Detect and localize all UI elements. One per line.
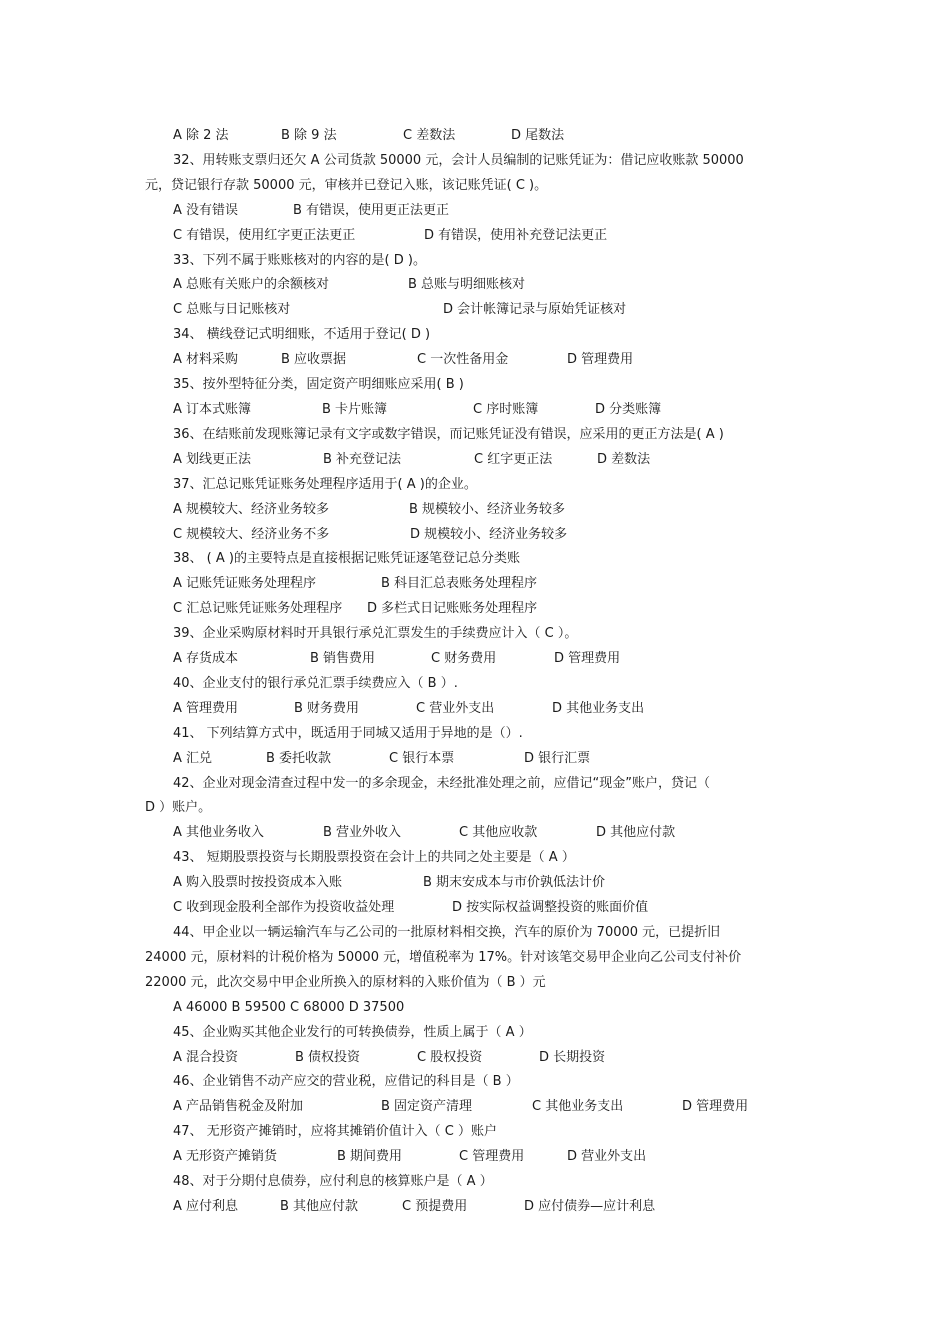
answer-option: B 委托收款	[266, 750, 332, 766]
answer-option: A 其他业务收入	[173, 825, 265, 841]
answer-option: B 科目汇总表账务处理程序	[381, 576, 538, 592]
question-text: 35、按外型特征分类，固定资产明细账应采用( B )	[173, 377, 464, 393]
question-text: 48、对于分期付息债券，应付利息的核算账户是（ A ）	[173, 1174, 493, 1190]
answer-option: D 长期投资	[539, 1049, 606, 1065]
answer-option: B 债权投资	[295, 1049, 361, 1065]
answer-options-row	[145, 298, 805, 323]
answer-option: A 应付利息	[173, 1198, 239, 1214]
answer-option: A 划线更正法	[173, 451, 252, 467]
answer-option: D 尾数法	[511, 128, 565, 143]
question-text: 32、用转账支票归还欠 A 公司货款 50000 元，会计人员编制的记账凭证为：借记应收账款 50000	[173, 152, 744, 168]
answer-option: C 一次性备用金	[417, 352, 509, 368]
answer-option: C 差数法	[403, 128, 456, 143]
answer-options-row	[145, 821, 805, 846]
answer-option: B 营业外收入	[323, 825, 402, 841]
answer-option: D 按实际权益调整投资的账面价值	[452, 900, 649, 916]
question-text: 46、企业销售不动产应交的营业税，应借记的科目是（ B ）	[173, 1074, 519, 1090]
answer-option: C 管理费用	[459, 1149, 525, 1165]
answer-option: C 财务费用	[431, 651, 497, 667]
answer-option: C 红字更正法	[474, 451, 553, 467]
answer-options-row	[145, 896, 805, 921]
question-text: 41、 下列结算方式中，既适用于同城又适用于异地的是（）.	[173, 725, 523, 741]
answer-options-row	[145, 199, 805, 224]
answer-option: C 其他业务支出	[532, 1099, 624, 1115]
answer-options-row	[145, 647, 805, 672]
answer-option: A 记账凭证账务处理程序	[173, 576, 317, 592]
answer-option: C 银行本票	[389, 750, 455, 766]
question-text-continuation: 24000 元，原材料的计税价格为 50000 元，增值税率为 17%。针对该笔交易甲企业向乙公司支付补价	[145, 949, 742, 965]
answer-option: B 除 9 法	[281, 128, 337, 143]
answer-option: C 汇总记账凭证账务处理程序	[173, 601, 343, 617]
answer-option: C 其他应收款	[459, 825, 538, 841]
answer-option: A 汇兑	[173, 750, 213, 766]
answer-option: A 管理费用	[173, 700, 239, 716]
question-text-continuation: 元，贷记银行存款 50000 元，审核并已登记入账，该记账凭证( C )。	[145, 177, 548, 193]
answer-options-row	[145, 572, 805, 597]
answer-option: D 管理费用	[554, 651, 621, 667]
answer-options-row	[145, 224, 805, 249]
answer-option: D 规模较小、经济业务较多	[410, 526, 568, 542]
answer-options-row	[145, 747, 805, 772]
answer-options-row	[145, 124, 805, 149]
question-text-continuation: D ）账户。	[145, 800, 212, 816]
answer-option: B 期末安成本与市价孰低法计价	[423, 875, 606, 891]
answer-option: C 收到现金股利全部作为投资收益处理	[173, 900, 395, 916]
answer-option: D 会计帐簿记录与原始凭证核对	[443, 302, 627, 318]
answer-option: D 分类账簿	[595, 401, 662, 417]
answer-options-row	[145, 398, 805, 423]
answer-option: A 购入股票时按投资成本入账	[173, 875, 343, 891]
answer-option: C 有错误，使用红字更正法更正	[173, 227, 356, 243]
answer-option: C 总账与日记账核对	[173, 302, 291, 318]
answer-option: A 材料采购	[173, 352, 239, 368]
question-text: 40、企业支付的银行承兑汇票手续费应入（ B ）.	[173, 675, 458, 691]
answer-option: B 期间费用	[337, 1149, 403, 1165]
answer-option: A 订本式账簿	[173, 401, 252, 417]
answer-option: A 存货成本	[173, 651, 239, 667]
answer-options-row	[145, 697, 805, 722]
question-text: 38、 ( A )的主要特点是直接根据记账凭证逐笔登记总分类账	[173, 551, 520, 567]
answer-option: A 除 2 法	[173, 128, 229, 143]
answer-options-row	[145, 1095, 805, 1120]
answer-option: B 补充登记法	[323, 451, 402, 467]
answer-options-row	[145, 871, 805, 896]
answer-option: D 营业外支出	[567, 1149, 647, 1165]
question-text: 43、 短期股票投资与长期股票投资在会计上的共同之处主要是（ A ）	[173, 850, 575, 866]
answer-option: D 差数法	[597, 451, 651, 467]
question-text-continuation: 22000 元，此次交易中甲企业所换入的原材料的入账价值为（ B ）元	[145, 974, 546, 990]
answer-option: A 没有错误	[173, 202, 239, 218]
answer-options-row	[145, 523, 805, 548]
answer-option: A 产品销售税金及附加	[173, 1099, 304, 1115]
question-text: 36、在结账前发现账簿记录有文字或数字错误，而记账凭证没有错误，应采用的更正方法是( A )	[173, 426, 724, 442]
answer-option: B 财务费用	[294, 700, 360, 716]
answer-option: D 多栏式日记账账务处理程序	[367, 601, 538, 617]
answer-options-row	[145, 448, 805, 473]
answer-option: B 应收票据	[281, 352, 347, 368]
answer-option: A 总账有关账户的余额核对	[173, 277, 330, 293]
question-text: 39、企业采购原材料时开具银行承兑汇票发生的手续费应计入（ C ）。	[173, 626, 578, 642]
answer-options-row	[145, 1046, 805, 1071]
question-text: 47、 无形资产摊销时，应将其摊销价值计入（ C ）账户	[173, 1124, 498, 1140]
answer-option: D 银行汇票	[524, 750, 591, 766]
question-text: A 46000 B 59500 C 68000 D 37500	[173, 999, 405, 1015]
answer-option: D 其他应付款	[596, 825, 676, 841]
exam-question-list	[145, 124, 805, 1220]
answer-option: B 规模较小、经济业务较多	[409, 501, 566, 517]
answer-options-row	[145, 1145, 805, 1170]
answer-option: C 预提费用	[402, 1198, 468, 1214]
answer-option: A 混合投资	[173, 1049, 239, 1065]
answer-option: C 股权投资	[417, 1049, 483, 1065]
answer-options-row	[145, 348, 805, 373]
answer-option: A 规模较大、经济业务较多	[173, 501, 330, 517]
answer-option: C 序时账簿	[473, 401, 539, 417]
answer-option: B 其他应付款	[280, 1198, 359, 1214]
question-text: 44、甲企业以一辆运输汽车与乙公司的一批原材料相交换，汽车的原价为 70000 元，已提折旧	[173, 925, 721, 940]
question-text: 34、 横线登记式明细账，不适用于登记( D )	[173, 327, 431, 343]
answer-option: B 固定资产清理	[381, 1099, 473, 1115]
question-text: 33、下列不属于账账核对的内容的是( D )。	[173, 252, 426, 268]
answer-options-row	[145, 498, 805, 523]
answer-option: C 营业外支出	[416, 700, 495, 716]
answer-option: C 规模较大、经济业务不多	[173, 526, 330, 542]
answer-option: B 总账与明细账核对	[408, 277, 526, 293]
answer-option: D 其他业务支出	[552, 700, 645, 716]
answer-option: D 有错误，使用补充登记法更正	[424, 227, 608, 243]
answer-option: D 应付债券—应计利息	[524, 1198, 656, 1214]
answer-option: B 卡片账簿	[322, 401, 388, 417]
answer-options-row	[145, 597, 805, 622]
answer-option: B 销售费用	[310, 651, 376, 667]
question-text: 42、企业对现金清查过程中发一的多余现金，未经批准处理之前，应借记“现金”账户，贷记（	[173, 775, 711, 791]
answer-option: D 管理费用	[682, 1099, 749, 1115]
answer-option: B 有错误，使用更正法更正	[293, 202, 450, 218]
answer-option: A 无形资产摊销货	[173, 1149, 278, 1165]
answer-option: D 管理费用	[567, 352, 634, 368]
answer-options-row	[145, 1195, 805, 1220]
answer-options-row	[145, 273, 805, 298]
question-text: 45、企业购买其他企业发行的可转换债券，性质上属于（ A ）	[173, 1024, 532, 1040]
question-text: 37、汇总记账凭证账务处理程序适用于( A )的企业。	[173, 476, 477, 492]
